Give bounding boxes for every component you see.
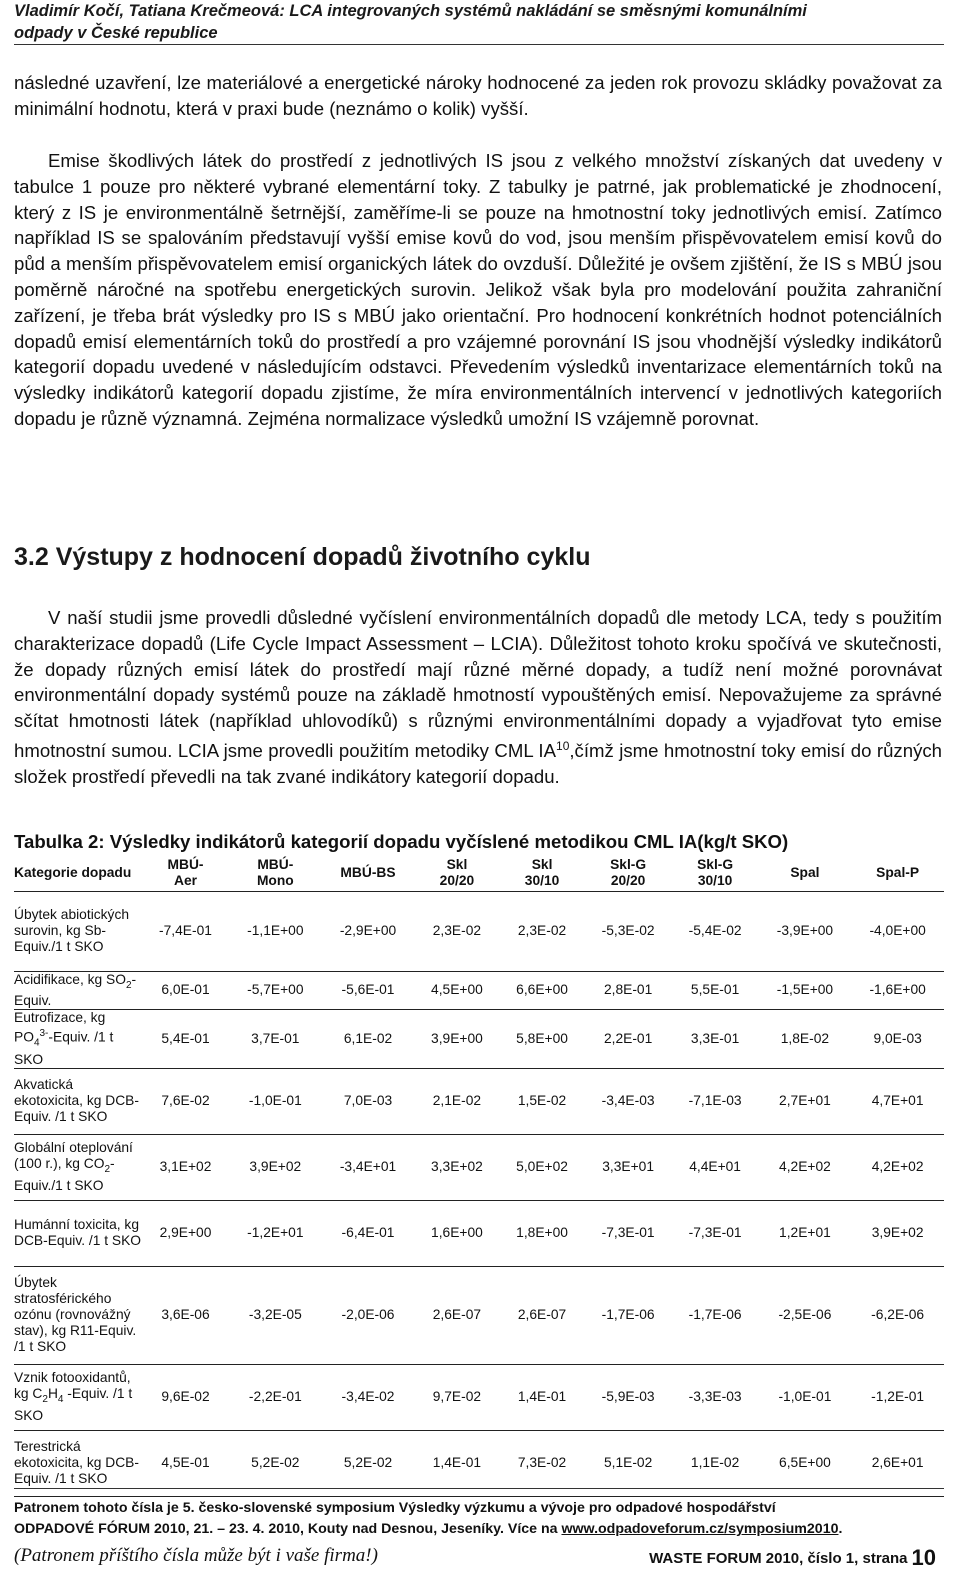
footer-sponsor-line: Patronem tohoto čísla je 5. česko-slovenské symposium Výsledky výzkumu a vývoje pro odpadové hospodářství <box>14 1500 776 1516</box>
col-header-skl-g-2020: Skl-G 20/20 <box>610 856 647 888</box>
table-cell: 3,1E+02 <box>159 1159 212 1175</box>
table-cell: -7,3E-01 <box>688 1225 742 1241</box>
col-header-mbu-aer: MBÚ- Aer <box>167 856 204 888</box>
table-cell: -1,0E-01 <box>778 1389 832 1405</box>
results-table <box>14 855 944 1497</box>
header-divider <box>14 44 944 45</box>
table-row <box>14 1010 944 1068</box>
row-label: Globální oteplování (100 r.), kg $CO_2-Equiv./1$ t SKO <box>14 1140 133 1193</box>
table-cell: -1,2E+01 <box>247 1225 304 1241</box>
table-cell: 4,4E+01 <box>689 1159 741 1175</box>
table-cell: -3,9E+00 <box>776 923 834 938</box>
table-cell: 2,3E-02 <box>517 923 567 938</box>
col-header-skl-3010: Skl 30/10 <box>524 856 560 888</box>
table-cell: 3,9E+02 <box>249 1159 302 1175</box>
table-cell: 5,0E+02 <box>516 1159 568 1175</box>
col-header-mbu-mono: MBÚ- Mono <box>256 856 294 888</box>
table-cell: 2,6E+01 <box>871 1455 924 1471</box>
table-row <box>14 1430 944 1496</box>
row-label: Humánní toxicita, kg DCB-Equiv. /1 t SKO <box>14 1217 142 1249</box>
table-cell: 4,5E+00 <box>431 982 483 998</box>
table-cell: -7,3E-01 <box>601 1225 655 1241</box>
table-cell: 4,2E+02 <box>779 1159 831 1175</box>
row-label: Eutrofizace, kg $PO_4^{3-}$-Equiv. /1 t SKO <box>14 1010 114 1067</box>
table-cell: 9,6E-02 <box>161 1389 210 1405</box>
paragraph-2: Emise škodlivých látek do prostředí z jednotlivých IS jsou z velkého množství získaných dat uvedeny v tabulce 1 pouze pro některé vybrané elementární toky. Z tabulky je patrné, jak problematické je zhodnocení, který z IS je environmentálně šetrnější, zaměříme-li se pouze na hmotnostní toky jednotlivých emisí. Zatímco například IS se spalováním představují vyšší emise kovů do vod, jsou menším přispěvovatelem emisí kovů do půd a menším přispěvovatelem emisí organických látek do ovzduší. Důležité je ovšem zjištění, že IS s MBÚ jsou poměrně náročné na spotřebu energetických surovin. Jelikož však byla pro modelování použita zahraniční zařízení, je třeba brát výsledky pro IS s MBÚ jako orientační. Pro hodnocení konkrétních hodnot potenciálních dopadů emisí elementárních toků do prostředí a pro vzájemné porovnání IS jsou vhodnější výsledky indikátorů kategorií dopadu uvedené v následujícím odstavci. Převedením výsledků inventarizace elementárních toků na výsledky indikátorů kategorií dopadu zjistíme, že míra environmentálních intervencí v jednotlivých kategoriích dopadu je různě významná. Zejména normalizace výsledků umožní IS vzájemně porovnat. <box>14 150 942 429</box>
table-cell: -1,6E+00 <box>869 982 926 998</box>
table-cell: 6,0E-01 <box>161 982 210 998</box>
table-cell: -1,0E-01 <box>248 1093 302 1109</box>
table-cell: -3,4E+01 <box>339 1159 397 1175</box>
table-cell: 3,7E-01 <box>251 1030 300 1046</box>
table-cell: -3,3E-03 <box>688 1389 742 1405</box>
table-row <box>14 1200 944 1266</box>
table-caption: Tabulka 2: Výsledky indikátorů kategorií dopadu vyčíslené metodikou CML IA(kg/t SKO) <box>14 831 789 852</box>
table-cell: 3,3E+01 <box>602 1159 654 1175</box>
paragraph-1: následné uzavření, lze materiálové a energetické nároky hodnocené za jeden rok provozu skládky považovat za minimální hodnotu, která v praxi bude (neznámo o kolik) vyšší. <box>14 72 942 119</box>
table-cell: 4,7E+01 <box>871 1093 924 1109</box>
table-cell: 4,5E-01 <box>161 1455 210 1471</box>
table-cell: -5,7E+00 <box>247 982 304 998</box>
table-cell: -5,4E-02 <box>688 923 742 938</box>
table-cell: -6,2E-06 <box>871 1307 925 1323</box>
table-cell: 1,1E-02 <box>690 1455 740 1471</box>
table-cell: 1,8E+00 <box>516 1225 568 1241</box>
table-cell: 3,6E-06 <box>161 1307 210 1323</box>
table-cell: 2,2E-01 <box>603 1030 653 1046</box>
table-cell: 5,1E-02 <box>603 1455 653 1471</box>
table-row <box>14 971 944 1010</box>
table-cell: -7,1E-03 <box>688 1093 742 1109</box>
col-header-skl-g-3010: Skl-G 30/10 <box>697 856 734 888</box>
table-cell: 1,2E+01 <box>779 1225 831 1241</box>
table-cell: 9,7E-02 <box>432 1389 482 1405</box>
section-number: 3.2 <box>14 543 49 571</box>
col-header-spal-p: Spal-P <box>876 864 920 880</box>
table-cell: -1,7E-06 <box>688 1307 742 1323</box>
table-cell: 1,6E+00 <box>431 1225 483 1241</box>
table-cell: -5,3E-02 <box>601 923 655 938</box>
table-cell: 1,5E-02 <box>517 1093 567 1109</box>
table-cell: 7,6E-02 <box>161 1093 210 1109</box>
table-cell: 6,6E+00 <box>516 982 568 998</box>
table-cell: -2,5E-06 <box>778 1307 832 1323</box>
table-cell: 2,1E-02 <box>432 1093 482 1109</box>
table-cell: -7,4E-01 <box>159 923 212 938</box>
header-line-2: odpady v České republice <box>14 24 218 42</box>
row-label: Vznik fotooxidantů, kg $C_2H_4$ -Equiv. /1 t SKO <box>14 1370 133 1423</box>
table-cell: 6,5E+00 <box>779 1455 831 1471</box>
footnote-ref: 10 <box>556 738 570 753</box>
footer-bottom <box>14 1543 944 1573</box>
table-cell: 4,2E+02 <box>871 1159 924 1175</box>
table-cell: 2,6E-07 <box>432 1307 482 1323</box>
table-row <box>14 1364 944 1430</box>
row-label: Acidifikace, kg $SO_2$-Equiv. <box>14 971 137 1009</box>
table-cell: 1,8E-02 <box>780 1030 830 1046</box>
paragraph-3-part-1: V naší studii jsme provedli důsledné vyčíslení environmentálních dopadů dle metody LCA, tedy s použitím charakterizace dopadů (Life Cycle Impact Assessment – LCIA). Důležitost tohoto kroku spočívá ve skutečnosti, že dopady různých emisí látek do prostředí mají různé měrné dopady, a tudíž není možné porovnávat environmentální dopady systémů pouze na základě hmotností vypouštěných emisí. Nepovažujeme za správné sčítat hmotnosti látek (například uhlovodíků) s různými environmentálními dopady a vyjadřovat tyto emise hmotnostní sumou. LCIA jsme provedli použitím metodiky CML IA <box>14 607 942 762</box>
table-cell: 5,4E-01 <box>161 1030 210 1046</box>
table-cell: 3,3E+02 <box>431 1159 483 1175</box>
table-cell: 9,0E-03 <box>873 1030 922 1046</box>
footer-journal-info: WASTE FORUM 2010, číslo 1, strana 10 <box>649 1545 936 1570</box>
table-header-row <box>14 855 944 891</box>
table-cell: -6,4E-01 <box>341 1225 395 1241</box>
col-header-skl-2020: Skl 20/20 <box>439 856 475 888</box>
table-cell: 2,6E-07 <box>517 1307 567 1323</box>
table-cell: -5,6E-01 <box>341 982 395 998</box>
table-cell: -1,7E-06 <box>601 1307 655 1323</box>
table-cell: 2,3E-02 <box>432 923 482 938</box>
table-cell: 5,2E-02 <box>251 1455 300 1471</box>
running-header <box>14 0 944 44</box>
footer-event-line: ODPADOVÉ FÓRUM 2010, 21. – 23. 4. 2010, Kouty nad Desnou, Jeseníky. Více na www.odpadoveforum.cz/symposium2010. <box>14 1521 843 1537</box>
table-row <box>14 1134 944 1200</box>
row-label: Akvatická ekotoxicita, kg DCB-Equiv. /1 t SKO <box>14 1077 139 1125</box>
page-number: 10 <box>911 1545 936 1570</box>
footer-divider <box>14 1488 944 1489</box>
header-line-1: Vladimír Kočí, Tatiana Krečmeová: LCA integrovaných systémů nakládání se směsnými komunálními <box>14 2 807 20</box>
table-cell: 5,2E-02 <box>343 1455 393 1471</box>
table-cell: -4,0E+00 <box>869 923 926 938</box>
paragraph-3 <box>14 605 942 790</box>
col-header-category: Kategorie dopadu <box>14 864 132 880</box>
table-cell: 5,5E-01 <box>690 982 740 998</box>
row-label: Terestrická ekotoxicita, kg DCB-Equiv. /1 t SKO <box>14 1439 139 1487</box>
table-cell: -5,9E-03 <box>601 1389 655 1405</box>
table-cell: 2,9E+00 <box>159 1225 212 1241</box>
table-cell: 6,1E-02 <box>343 1030 393 1046</box>
row-label: Úbytek abiotických surovin, kg Sb-Equiv./1 t SKO <box>14 907 130 954</box>
table-cell: -1,1E+00 <box>247 923 304 938</box>
footer-invitation: (Patronem příštího čísla může být i vaše firma!) <box>14 1545 378 1566</box>
section-heading <box>14 543 942 572</box>
table-cell: 2,8E-01 <box>603 982 653 998</box>
table-cell: 3,3E-01 <box>690 1030 740 1046</box>
symposium-link[interactable]: www.odpadoveforum.cz/symposium2010 <box>561 1521 839 1537</box>
table-cell: 5,8E+00 <box>516 1030 568 1046</box>
table-cell: -3,2E-05 <box>248 1307 302 1323</box>
table-cell: -2,0E-06 <box>341 1307 395 1323</box>
table-row <box>14 1266 944 1364</box>
table-cell: -1,2E-01 <box>871 1389 925 1405</box>
table-cell: 7,3E-02 <box>517 1455 567 1471</box>
col-header-mbu-bs: MBÚ-BS <box>340 864 396 880</box>
col-header-spal: Spal <box>790 864 820 880</box>
table-cell: 1,4E-01 <box>517 1389 567 1405</box>
table-row <box>14 1068 944 1134</box>
table-row <box>14 891 944 971</box>
table-cell: 2,7E+01 <box>779 1093 831 1109</box>
table-cell: -2,2E-01 <box>248 1389 302 1405</box>
table-cell: -3,4E-02 <box>341 1389 395 1405</box>
table-cell: 7,0E-03 <box>343 1093 393 1109</box>
section-title: Výstupy z hodnocení dopadů životního cyklu <box>48 543 591 571</box>
table-cell: -1,5E+00 <box>776 982 834 998</box>
row-label: Úbytek stratosférického ozónu (rovnovážný stav), kg R11-Equiv. /1 t SKO <box>14 1275 137 1355</box>
table-cell: 1,4E-01 <box>432 1455 482 1471</box>
table-cell: 3,9E+02 <box>871 1225 924 1241</box>
table-cell: -2,9E+00 <box>339 923 397 938</box>
table-cell: 3,9E+00 <box>431 1030 483 1046</box>
paragraph-3-part-2: ,čímž jsme hmotnostní toky emisí do různých složek prostředí převedli na tak zvané indikátory kategorií dopadu. <box>14 740 943 787</box>
table-cell: -3,4E-03 <box>601 1093 655 1109</box>
